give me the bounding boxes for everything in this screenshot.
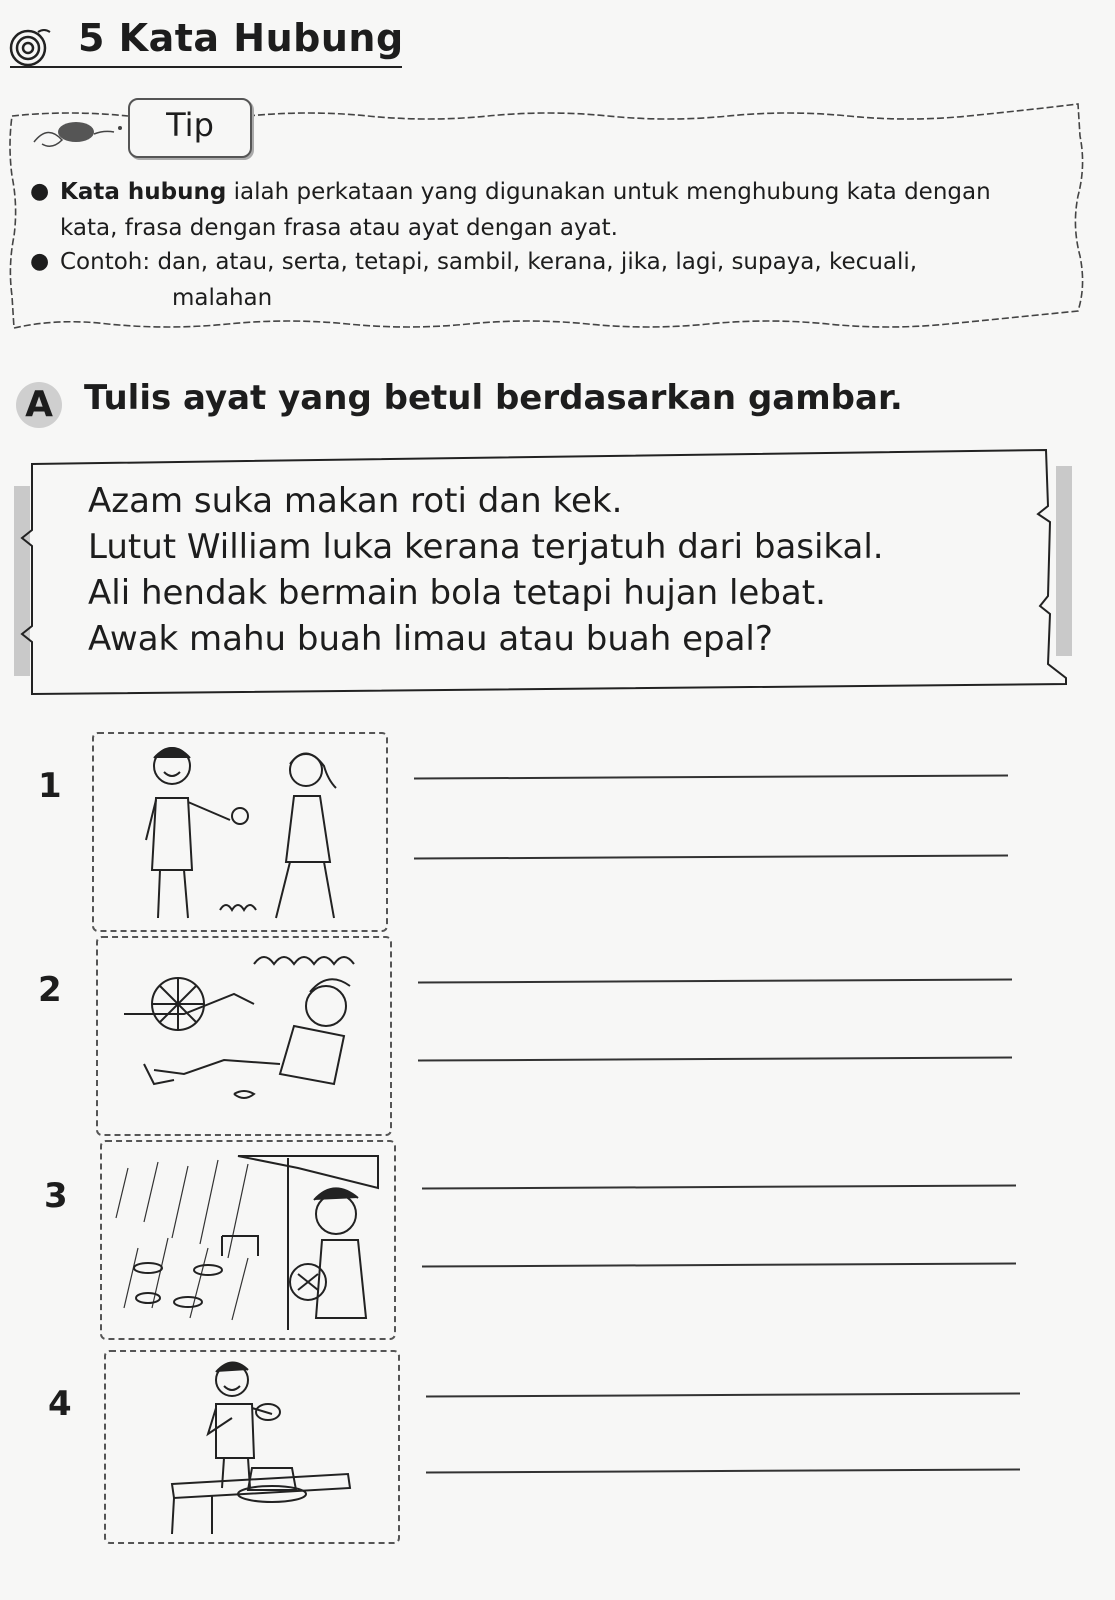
section-instruction: Tulis ayat yang betul berdasarkan gambar. bbox=[84, 378, 903, 418]
question-number: 3 bbox=[44, 1176, 68, 1216]
answer-line[interactable] bbox=[422, 1184, 1016, 1189]
tip-bullet-definition bbox=[30, 174, 1050, 246]
answer-bank-sentence: Azam suka makan roti dan kek. bbox=[88, 481, 623, 521]
tip-definition: ialah perkataan yang digunakan untuk menghubung kata dengan kata, frasa dengan frasa atau ayat dengan ayat. bbox=[60, 179, 991, 241]
answer-line[interactable] bbox=[426, 1392, 1020, 1397]
tip-examples-continuation: malahan bbox=[172, 285, 273, 311]
answer-bank-sentence: Lutut William luka kerana terjatuh dari basikal. bbox=[88, 527, 884, 567]
answer-bank-sentence: Awak mahu buah limau atau buah epal? bbox=[88, 619, 773, 659]
boy-eating-picture bbox=[112, 1358, 392, 1534]
answer-line[interactable] bbox=[422, 1262, 1016, 1267]
boy-girl-fruit-picture bbox=[100, 740, 380, 922]
question-number: 2 bbox=[38, 970, 62, 1010]
answer-line[interactable] bbox=[418, 978, 1012, 983]
spiral-icon bbox=[8, 24, 52, 68]
answer-line[interactable] bbox=[414, 774, 1008, 779]
fallen-bicycle-picture bbox=[104, 944, 384, 1126]
answer-bank-sentence: Ali hendak bermain bola tetapi hujan lebat. bbox=[88, 573, 826, 613]
section-letter: A bbox=[25, 384, 53, 425]
bullet-icon: ● bbox=[30, 249, 50, 274]
bullet-icon: ● bbox=[30, 179, 50, 204]
title-underline bbox=[10, 66, 402, 68]
tip-term: Kata hubung bbox=[60, 179, 227, 205]
tip-label: Tip bbox=[166, 106, 214, 144]
tip-examples: dan, atau, serta, tetapi, sambil, kerana, jika, lagi, supaya, kecuali, bbox=[157, 249, 918, 275]
chapter-title: 5 Kata Hubung bbox=[78, 16, 404, 60]
question-number: 1 bbox=[38, 766, 62, 806]
rain-football-picture bbox=[108, 1148, 388, 1330]
answer-line[interactable] bbox=[414, 854, 1008, 859]
question-number: 4 bbox=[48, 1384, 72, 1424]
answer-line[interactable] bbox=[418, 1056, 1012, 1061]
tip-examples-prefix: Contoh: bbox=[60, 249, 158, 275]
tip-snail-icon bbox=[24, 108, 128, 160]
answer-line[interactable] bbox=[426, 1468, 1020, 1473]
tip-bullet-examples bbox=[30, 244, 1050, 316]
answer-bank-list bbox=[88, 478, 884, 662]
